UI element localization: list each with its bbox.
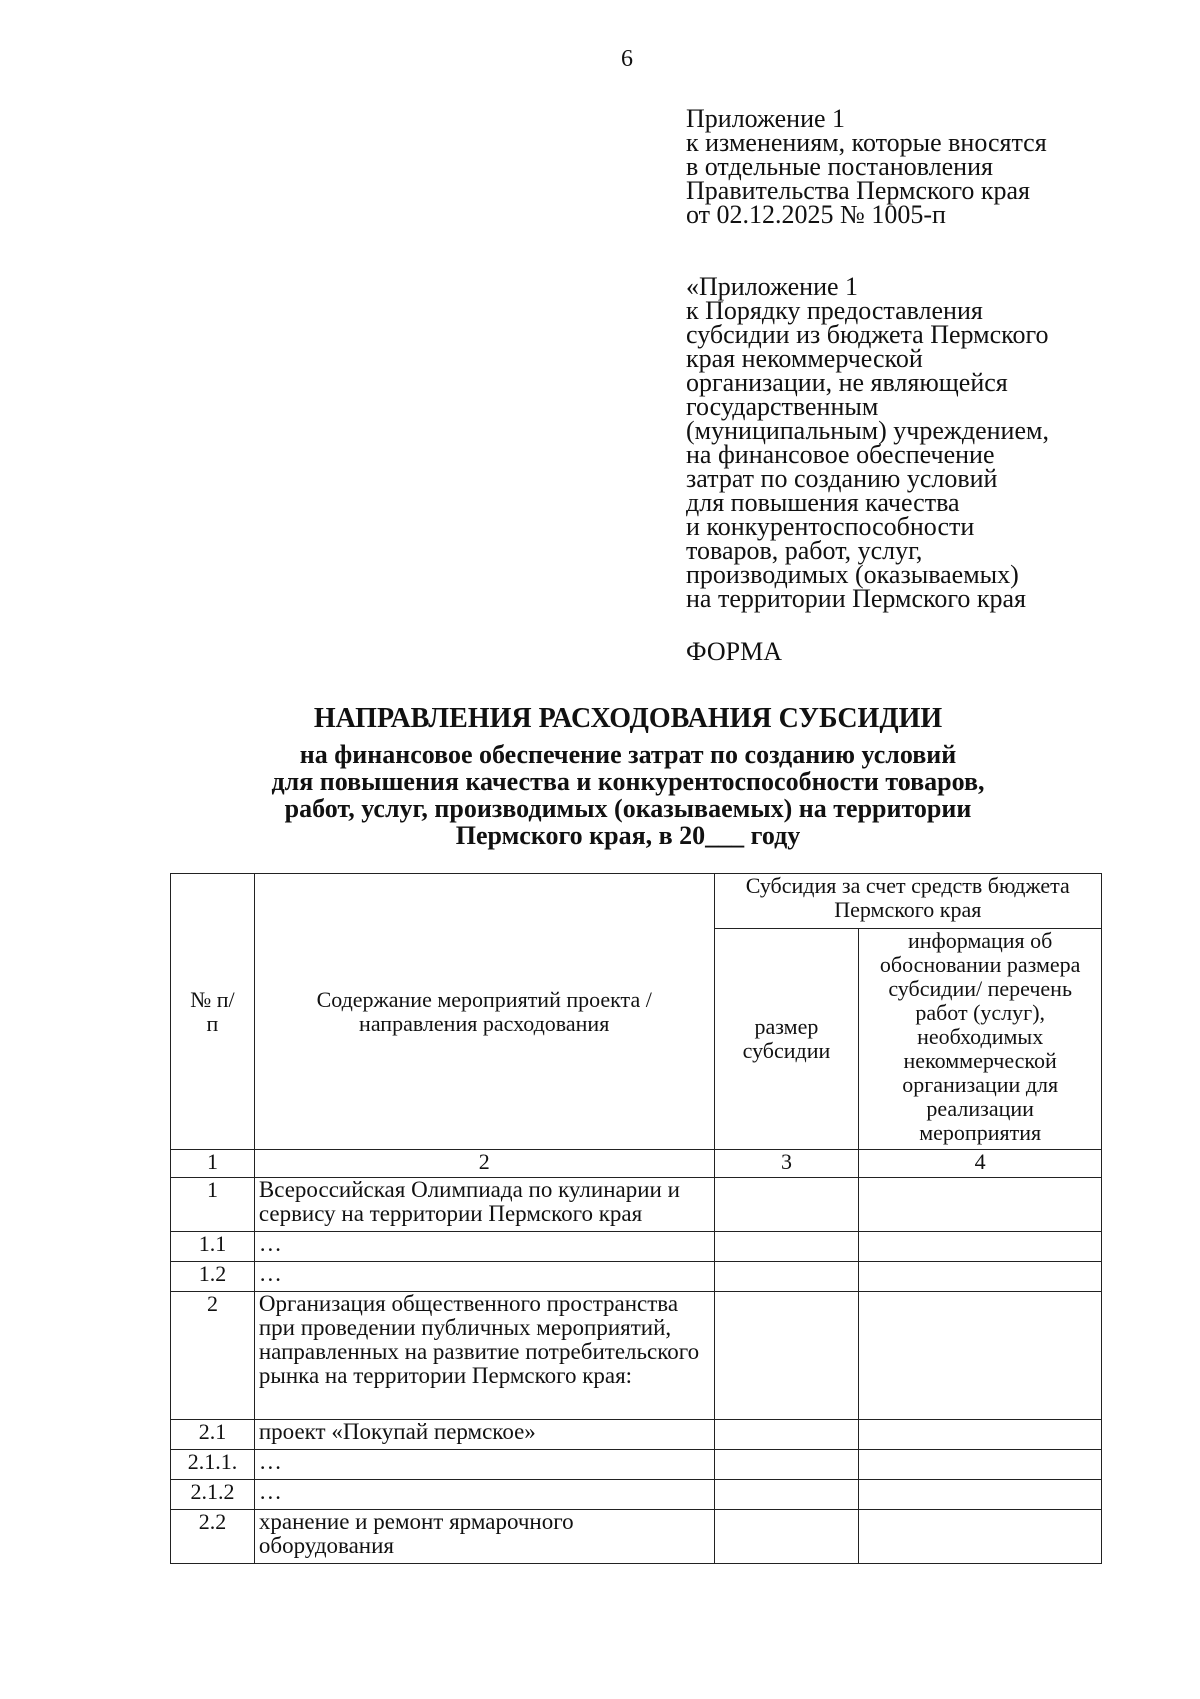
row-info — [859, 1292, 1102, 1420]
header-justification: информация об обосновании размера субсидии/ перечень работ (услуг), необходимых некоммерческой организации для реализации мероприятия — [859, 929, 1102, 1150]
row-amount — [714, 1178, 859, 1232]
appendix-1-line: к изменениям, которые вносятся — [686, 128, 1047, 157]
row-text: проект «Покупай пермское» — [254, 1420, 714, 1450]
row-text: … — [254, 1480, 714, 1510]
appendix-2-line: товаров, работ, услуг, — [686, 536, 923, 565]
row-info — [859, 1262, 1102, 1292]
header-content — [254, 874, 714, 1150]
row-info — [859, 1232, 1102, 1262]
row-info — [859, 1178, 1102, 1232]
row-amount — [714, 1510, 859, 1564]
appendix-block-2 — [686, 272, 1106, 613]
page-number: 6 — [621, 46, 633, 72]
row-info — [859, 1450, 1102, 1480]
row-info — [859, 1420, 1102, 1450]
column-number: 2 — [254, 1150, 714, 1178]
row-text: Всероссийская Олимпиада по кулинарии и сервису на территории Пермского края — [254, 1178, 714, 1232]
appendix-1-line: Правительства Пермского края — [686, 176, 1030, 205]
header-number — [171, 874, 255, 1150]
expenses-table — [170, 873, 1102, 1564]
form-label: ФОРМА — [686, 637, 782, 666]
column-number: 1 — [171, 1150, 255, 1178]
table-row — [171, 1480, 1102, 1510]
table-row — [171, 1232, 1102, 1262]
document-subtitle — [0, 741, 1200, 849]
appendix-2-line: «Приложение 1 — [686, 272, 859, 301]
table-row — [171, 1292, 1102, 1420]
row-amount — [714, 1232, 859, 1262]
row-number: 2 — [171, 1292, 255, 1420]
subtitle-line: на финансовое обеспечение затрат по созданию условий — [299, 740, 957, 769]
appendix-2-line: и конкурентоспособности — [686, 512, 975, 541]
row-number: 2.1.1. — [171, 1450, 255, 1480]
row-text: … — [254, 1450, 714, 1480]
appendix-2-line: на территории Пермского края — [686, 584, 1026, 613]
row-amount — [714, 1292, 859, 1420]
row-text: … — [254, 1262, 714, 1292]
table-row — [171, 1510, 1102, 1564]
row-number: 1.1 — [171, 1232, 255, 1262]
subtitle-line: работ, услуг, производимых (оказываемых) на территории — [284, 794, 972, 823]
appendix-2-line: края некоммерческой — [686, 344, 923, 373]
table-row — [171, 1262, 1102, 1292]
row-text: хранение и ремонт ярмарочного оборудования — [254, 1510, 714, 1564]
row-info — [859, 1480, 1102, 1510]
row-amount — [714, 1450, 859, 1480]
row-text: … — [254, 1232, 714, 1262]
subtitle-line: Пермского края, в 20___ году — [455, 821, 801, 850]
appendix-1-line: в отдельные постановления — [686, 152, 993, 181]
appendix-2-line: организации, не являющейся — [686, 368, 1008, 397]
table-row — [171, 1420, 1102, 1450]
header-content-text: Содержание мероприятий проекта / направления расходования — [316, 986, 652, 1036]
appendix-2-line: для повышения качества — [686, 488, 960, 517]
row-number: 1.2 — [171, 1262, 255, 1292]
subtitle-line: для повышения качества и конкурентоспособности товаров, — [271, 767, 985, 796]
column-number: 3 — [714, 1150, 859, 1178]
document-title: НАПРАВЛЕНИЯ РАСХОДОВАНИЯ СУБСИДИИ — [313, 703, 943, 734]
appendix-block-1 — [686, 104, 1106, 229]
row-amount — [714, 1420, 859, 1450]
appendix-1-line: Приложение 1 — [686, 104, 846, 133]
appendix-2-line: затрат по созданию условий — [686, 464, 998, 493]
row-amount — [714, 1262, 859, 1292]
header-number-text: № п/п — [190, 986, 235, 1036]
appendix-2-line: к Порядку предоставления — [686, 296, 983, 325]
header-amount: размер субсидии — [714, 929, 859, 1150]
appendix-2-line: субсидии из бюджета Пермского — [686, 320, 1049, 349]
appendix-2-line: на финансовое обеспечение — [686, 440, 995, 469]
row-amount — [714, 1480, 859, 1510]
row-number: 2.1.2 — [171, 1480, 255, 1510]
table-row — [171, 1450, 1102, 1480]
appendix-2-line: государственным — [686, 392, 879, 421]
row-info — [859, 1510, 1102, 1564]
header-subsidy-group: Субсидия за счет средств бюджета Пермского края — [714, 874, 1101, 929]
row-number: 2.1 — [171, 1420, 255, 1450]
column-number: 4 — [859, 1150, 1102, 1178]
column-number-row — [171, 1150, 1102, 1178]
appendix-2-line: (муниципальным) учреждением, — [686, 416, 1049, 445]
table-row — [171, 1178, 1102, 1232]
row-number: 1 — [171, 1178, 255, 1232]
appendix-2-line: производимых (оказываемых) — [686, 560, 1019, 589]
appendix-1-line: от 02.12.2025 № 1005-п — [686, 200, 946, 229]
row-number: 2.2 — [171, 1510, 255, 1564]
row-text: Организация общественного пространства при проведении публичных мероприятий, направленных на развитие потребительского рынка на территории Пермского края: — [254, 1292, 714, 1420]
